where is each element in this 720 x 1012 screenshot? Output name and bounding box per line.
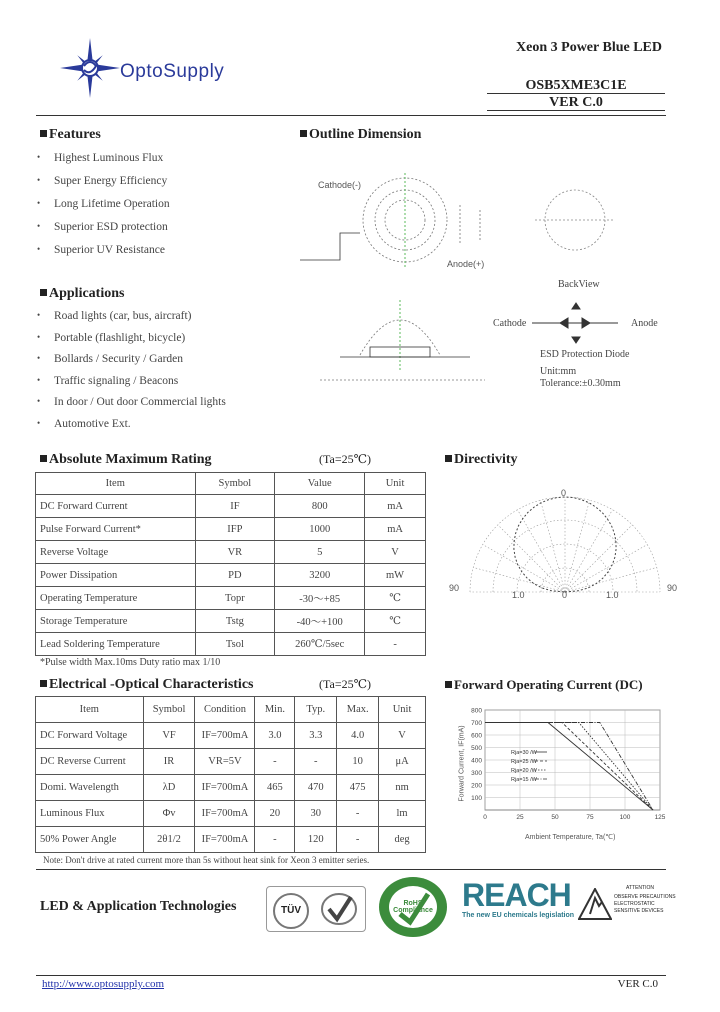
table-cell-value: 260℃/5sec (275, 633, 365, 656)
table-header-cell: Symbol (195, 473, 275, 495)
foc-chart (450, 700, 680, 850)
table-cell-unit: ℃ (365, 587, 426, 610)
directivity-bottom-center: 0 (562, 590, 568, 600)
y-tick-label: 500 (471, 745, 482, 752)
table-cell-unit: ℃ (365, 610, 426, 633)
brand-name: OptoSupply (120, 61, 225, 82)
version: VER C.0 (549, 95, 603, 110)
table-cell-condition: VR=5V (195, 749, 255, 775)
table-cell-typ: - (295, 749, 337, 775)
table-header-cell: Item (36, 473, 196, 495)
polar-grid-spoke (483, 545, 565, 593)
attention-lines (614, 894, 676, 915)
table-cell-item: Luminous Flux (36, 801, 144, 827)
legend-entry: Rja=25 /W (511, 759, 537, 765)
table-cell-item: Operating Temperature (36, 587, 196, 610)
directivity-bottom-left: 1.0 (512, 590, 525, 600)
y-tick-label: 600 (471, 732, 482, 740)
table-row (36, 541, 426, 564)
y-tick-label: 400 (471, 757, 482, 765)
table-row (36, 749, 426, 775)
rohs-badge (378, 876, 448, 938)
back-view-label: BackView (558, 279, 600, 290)
eoc-condition: (Ta=25℃) (319, 677, 372, 691)
table-row (36, 610, 426, 633)
amr-note: *Pulse width Max.10ms Duty ratio max 1/10 (40, 657, 221, 668)
x-tick-label: 125 (654, 814, 666, 821)
table-cell-symbol: 2θ1/2 (143, 827, 195, 853)
series-line (485, 723, 653, 811)
table-cell-symbol: Tstg (195, 610, 275, 633)
table-cell-value: 5 (275, 541, 365, 564)
polar-grid-spoke (518, 510, 566, 592)
table-cell-unit: V (379, 723, 426, 749)
polar-grid-spoke (565, 525, 632, 592)
esd-diode-symbol (532, 303, 618, 343)
table-cell-condition: IF=700mA (195, 723, 255, 749)
legend-entry: Rja=30 /W (511, 750, 537, 756)
legend-entry: Rja=20 /W (511, 768, 537, 774)
table-cell-symbol: Topr (195, 587, 275, 610)
x-tick-label: 50 (551, 814, 559, 821)
table-row (36, 827, 426, 853)
table-cell-unit: mW (365, 564, 426, 587)
table-row (36, 775, 426, 801)
table-cell-value: -40～+100 (275, 610, 365, 633)
feature-item: • Superior ESD protection (54, 221, 168, 233)
table-cell-unit: lm (379, 801, 426, 827)
esd-warning-icon (578, 888, 612, 920)
attention-title: ATTENTION (626, 885, 654, 891)
table-header-cell: Typ. (295, 697, 337, 723)
table-cell-condition: IF=700mA (195, 775, 255, 801)
table-header-cell: Condition (195, 697, 255, 723)
tolerance-label: Tolerance:±0.30mm (540, 378, 621, 389)
table-cell-min: - (255, 827, 295, 853)
foc-xlabel: Ambient Temperature, Ta(℃) (525, 834, 616, 841)
y-tick-label: 800 (471, 707, 482, 715)
esd-caption: ESD Protection Diode (540, 349, 630, 360)
table-cell-condition: IF=700mA (195, 801, 255, 827)
application-item: • Automotive Ext. (54, 418, 131, 430)
table-row (36, 495, 426, 518)
features-title: Features (40, 127, 101, 143)
table-header-cell: Symbol (143, 697, 195, 723)
table-header-cell: Value (275, 473, 365, 495)
applications-title: Applications (40, 286, 124, 302)
attention-line: SENSITIVE DEVICES (614, 908, 664, 914)
table-cell-symbol: VF (143, 723, 195, 749)
table-cell-symbol: IF (195, 495, 275, 518)
back-view (535, 190, 615, 250)
table-cell-symbol: Φv (143, 801, 195, 827)
lead-line (300, 233, 360, 260)
table-cell-min: - (255, 749, 295, 775)
polar-grid-spoke (540, 500, 565, 592)
amr-condition: (Ta=25℃) (319, 452, 372, 466)
amr-title: Absolute Maximum Rating (40, 452, 212, 468)
table-cell-item: Lead Soldering Temperature (36, 633, 196, 656)
series-line (485, 723, 653, 811)
table-cell-symbol: IR (143, 749, 195, 775)
table-cell-symbol: Tsol (195, 633, 275, 656)
polar-grid-spoke (565, 567, 657, 592)
table-cell-max: 4.0 (337, 723, 379, 749)
reach-logo (462, 877, 575, 928)
tuv-badge (266, 886, 366, 932)
series-line (485, 723, 653, 811)
table-cell-item: Storage Temperature (36, 610, 196, 633)
table-cell-item: DC Reverse Current (36, 749, 144, 775)
polar-grid-spoke (473, 567, 565, 592)
directivity-left-label: 90 (449, 583, 460, 593)
polar-grid-spoke (565, 545, 647, 593)
table-cell-value: -30～+85 (275, 587, 365, 610)
footer-version: VER C.0 (617, 978, 658, 990)
x-tick-label: 75 (586, 814, 594, 821)
table-cell-unit: μA (379, 749, 426, 775)
application-item: • Portable (flashlight, bicycle) (54, 332, 185, 344)
y-tick-label: 300 (471, 770, 482, 777)
application-item: • Road lights (car, bus, aircraft) (54, 310, 192, 322)
table-cell-symbol: λD (143, 775, 195, 801)
table-cell-symbol: VR (195, 541, 275, 564)
logo (58, 36, 122, 100)
table-row (36, 587, 426, 610)
series-line (485, 723, 653, 811)
table-cell-value: 1000 (275, 518, 365, 541)
eoc-note: Note: Don't drive at rated current more than 5s without heat sink for Xeon 3 emitter series. (43, 855, 370, 865)
table-cell-typ: 30 (295, 801, 337, 827)
polar-grid-spoke (498, 525, 565, 592)
reach-small: The new EU chemicals legislation (462, 912, 575, 919)
table-cell-item: Domi. Wavelength (36, 775, 144, 801)
y-tick-label: 700 (471, 720, 482, 727)
table-cell-symbol: PD (195, 564, 275, 587)
footer-rule-bottom (36, 975, 666, 976)
application-item: • Traffic signaling / Beacons (54, 375, 178, 387)
table-cell-item: Pulse Forward Current* (36, 518, 196, 541)
y-tick-label: 200 (471, 782, 482, 790)
reach-big: REACH (462, 877, 571, 913)
table-row (36, 564, 426, 587)
logo-star-icon (58, 36, 122, 100)
eoc-title: Electrical -Optical Characteristics (40, 677, 253, 693)
table-cell-max: 475 (337, 775, 379, 801)
product-title: Xeon 3 Power Blue LED (516, 40, 662, 55)
table-row (36, 723, 426, 749)
foc-title: Forward Operating Current (DC) (445, 677, 643, 693)
table-cell-value: 3200 (275, 564, 365, 587)
side-view (320, 300, 485, 380)
esd-attention-label (578, 882, 676, 928)
polar-grid-spoke (565, 510, 613, 592)
feature-item: • Superior UV Resistance (54, 244, 165, 256)
table-row (36, 801, 426, 827)
feature-item: • Highest Luminous Flux (54, 152, 163, 164)
table-cell-unit: nm (379, 775, 426, 801)
table-cell-min: 20 (255, 801, 295, 827)
table-cell-min: 465 (255, 775, 295, 801)
directivity-bottom-right: 1.0 (606, 590, 619, 600)
table-cell-unit: V (365, 541, 426, 564)
eoc-table (35, 696, 426, 853)
table-header-cell: Unit (365, 473, 426, 495)
company-name: LED & Application Technologies (40, 899, 237, 914)
application-item: • Bollards / Security / Garden (54, 353, 183, 365)
y-tick-label: 100 (471, 795, 482, 802)
directivity-top-label: 0 (561, 488, 567, 498)
anode-label: Anode(+) (447, 259, 485, 269)
table-cell-max: - (337, 827, 379, 853)
top-view (363, 173, 480, 267)
table-cell-typ: 120 (295, 827, 337, 853)
table-cell-unit: mA (365, 495, 426, 518)
polar-grid-spoke (565, 500, 590, 592)
esd-anode-label: Anode (631, 318, 658, 329)
legend-entry: Rja=15 /W (511, 777, 537, 783)
tuv-icon: TÜV (273, 893, 309, 929)
table-cell-typ: 3.3 (295, 723, 337, 749)
directivity-right-label: 90 (667, 583, 678, 593)
table-cell-min: 3.0 (255, 723, 295, 749)
table-cell-unit: - (365, 633, 426, 656)
table-cell-item: Reverse Voltage (36, 541, 196, 564)
cathode-label: Cathode(-) (318, 180, 362, 190)
table-cell-max: - (337, 801, 379, 827)
table-cell-item: DC Forward Current (36, 495, 196, 518)
esd-cathode-label: Cathode (493, 318, 527, 329)
x-tick-label: 25 (516, 814, 524, 821)
attention-line: ELECTROSTATIC (614, 901, 655, 907)
header-rule-3 (36, 115, 666, 116)
table-cell-typ: 470 (295, 775, 337, 801)
table-header-cell: Max. (337, 697, 379, 723)
x-tick-label: 0 (483, 814, 487, 821)
rohs-label: RoHS Compliance (393, 900, 433, 914)
application-item: • In door / Out door Commercial lights (54, 396, 226, 408)
table-header-cell: Unit (379, 697, 426, 723)
feature-item: • Long Lifetime Operation (54, 198, 170, 210)
table-cell-item: Power Dissipation (36, 564, 196, 587)
table-cell-item: 50% Power Angle (36, 827, 144, 853)
table-header-cell: Item (36, 697, 144, 723)
table-cell-unit: mA (365, 518, 426, 541)
table-cell-condition: IF=700mA (195, 827, 255, 853)
table-cell-symbol: IFP (195, 518, 275, 541)
directivity-title: Directivity (445, 452, 518, 468)
part-number: OSB5XME3C1E (525, 78, 627, 93)
footer-rule-top (36, 869, 666, 870)
table-cell-item: DC Forward Voltage (36, 723, 144, 749)
table-cell-unit: deg (379, 827, 426, 853)
table-row (36, 518, 426, 541)
feature-item: • Super Energy Efficiency (54, 175, 167, 187)
table-row (36, 633, 426, 656)
website-link[interactable]: http://www.optosupply.com (42, 978, 165, 990)
unit-label: Unit:mm (540, 366, 577, 377)
foc-ylabel: Forward Current, IF(mA) (458, 725, 466, 802)
table-cell-value: 800 (275, 495, 365, 518)
x-tick-label: 100 (619, 814, 631, 821)
table-cell-max: 10 (337, 749, 379, 775)
outline-title: Outline Dimension (300, 127, 421, 143)
attention-line: OBSERVE PRECAUTIONS (614, 894, 676, 900)
checkmark-icon (319, 891, 359, 927)
outline-drawing (300, 165, 680, 405)
amr-table (35, 472, 426, 656)
table-header-cell: Min. (255, 697, 295, 723)
